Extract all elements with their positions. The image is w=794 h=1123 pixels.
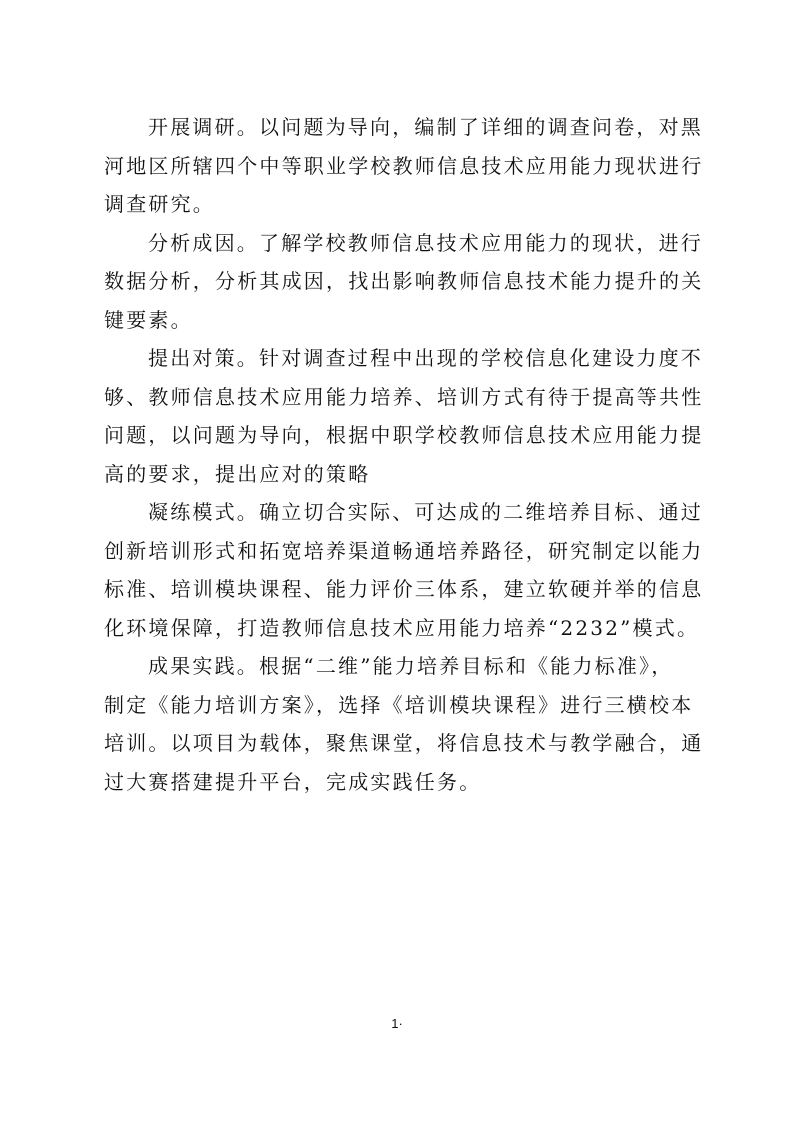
text-line: 问题，以问题为导向，根据中职学校教师信息技术应用能力提 [104, 423, 704, 447]
text-line: 数据分析，分析其成因，找出影响教师信息技术能力提升的关 [104, 269, 704, 293]
text-line: 河地区所辖四个中等职业学校教师信息技术应用能力现状进行 [104, 153, 704, 178]
paragraph-model [104, 493, 704, 647]
text-line: 键要素。 [104, 307, 193, 332]
page-number: 1· [391, 1016, 403, 1031]
text-line: 创新培训形式和拓宽培养渠道畅通培养路径，研究制定以能力 [104, 538, 704, 563]
text-line: 制定《能力培训方案》，选择《培训模块课程》进行三横校本 [104, 692, 694, 717]
document-body [104, 108, 704, 801]
text-line: 过大赛搭建提升平台，完成实践任务。 [104, 769, 482, 794]
text-line: 够、教师信息技术应用能力培养、培训方式有待于提高等共性 [104, 384, 704, 409]
text-line: 培训。以项目为载体，聚焦课堂，将信息技术与教学融合，通 [104, 731, 704, 755]
text-line: 提出对策。针对调查过程中出现的学校信息化建设力度不 [148, 346, 703, 370]
text-line: 化环境保障，打造教师信息技术应用能力培养“2232”模式。 [104, 615, 700, 640]
text-line: 标准、培训模块课程、能力评价三体系，建立软硬并举的信息 [104, 577, 704, 601]
paragraph-practice [104, 647, 704, 801]
paragraph-countermeasures [104, 339, 704, 493]
text-line: 分析成因。了解学校教师信息技术应用能力的现状，进行 [148, 230, 703, 255]
text-line: 成果实践。根据“二维”能力培养目标和《能力标准》， [148, 654, 674, 678]
text-line: 高的要求，提出应对的策略 [104, 461, 371, 486]
paragraph-analysis [104, 224, 704, 340]
text-line: 开展调研。以问题为导向，编制了详细的调查问卷，对黑 [148, 115, 703, 139]
text-line: 凝练模式。确立切合实际、可达成的二维培养目标、通过 [148, 500, 703, 524]
text-line: 调查研究。 [104, 192, 215, 216]
paragraph-survey [104, 108, 704, 224]
